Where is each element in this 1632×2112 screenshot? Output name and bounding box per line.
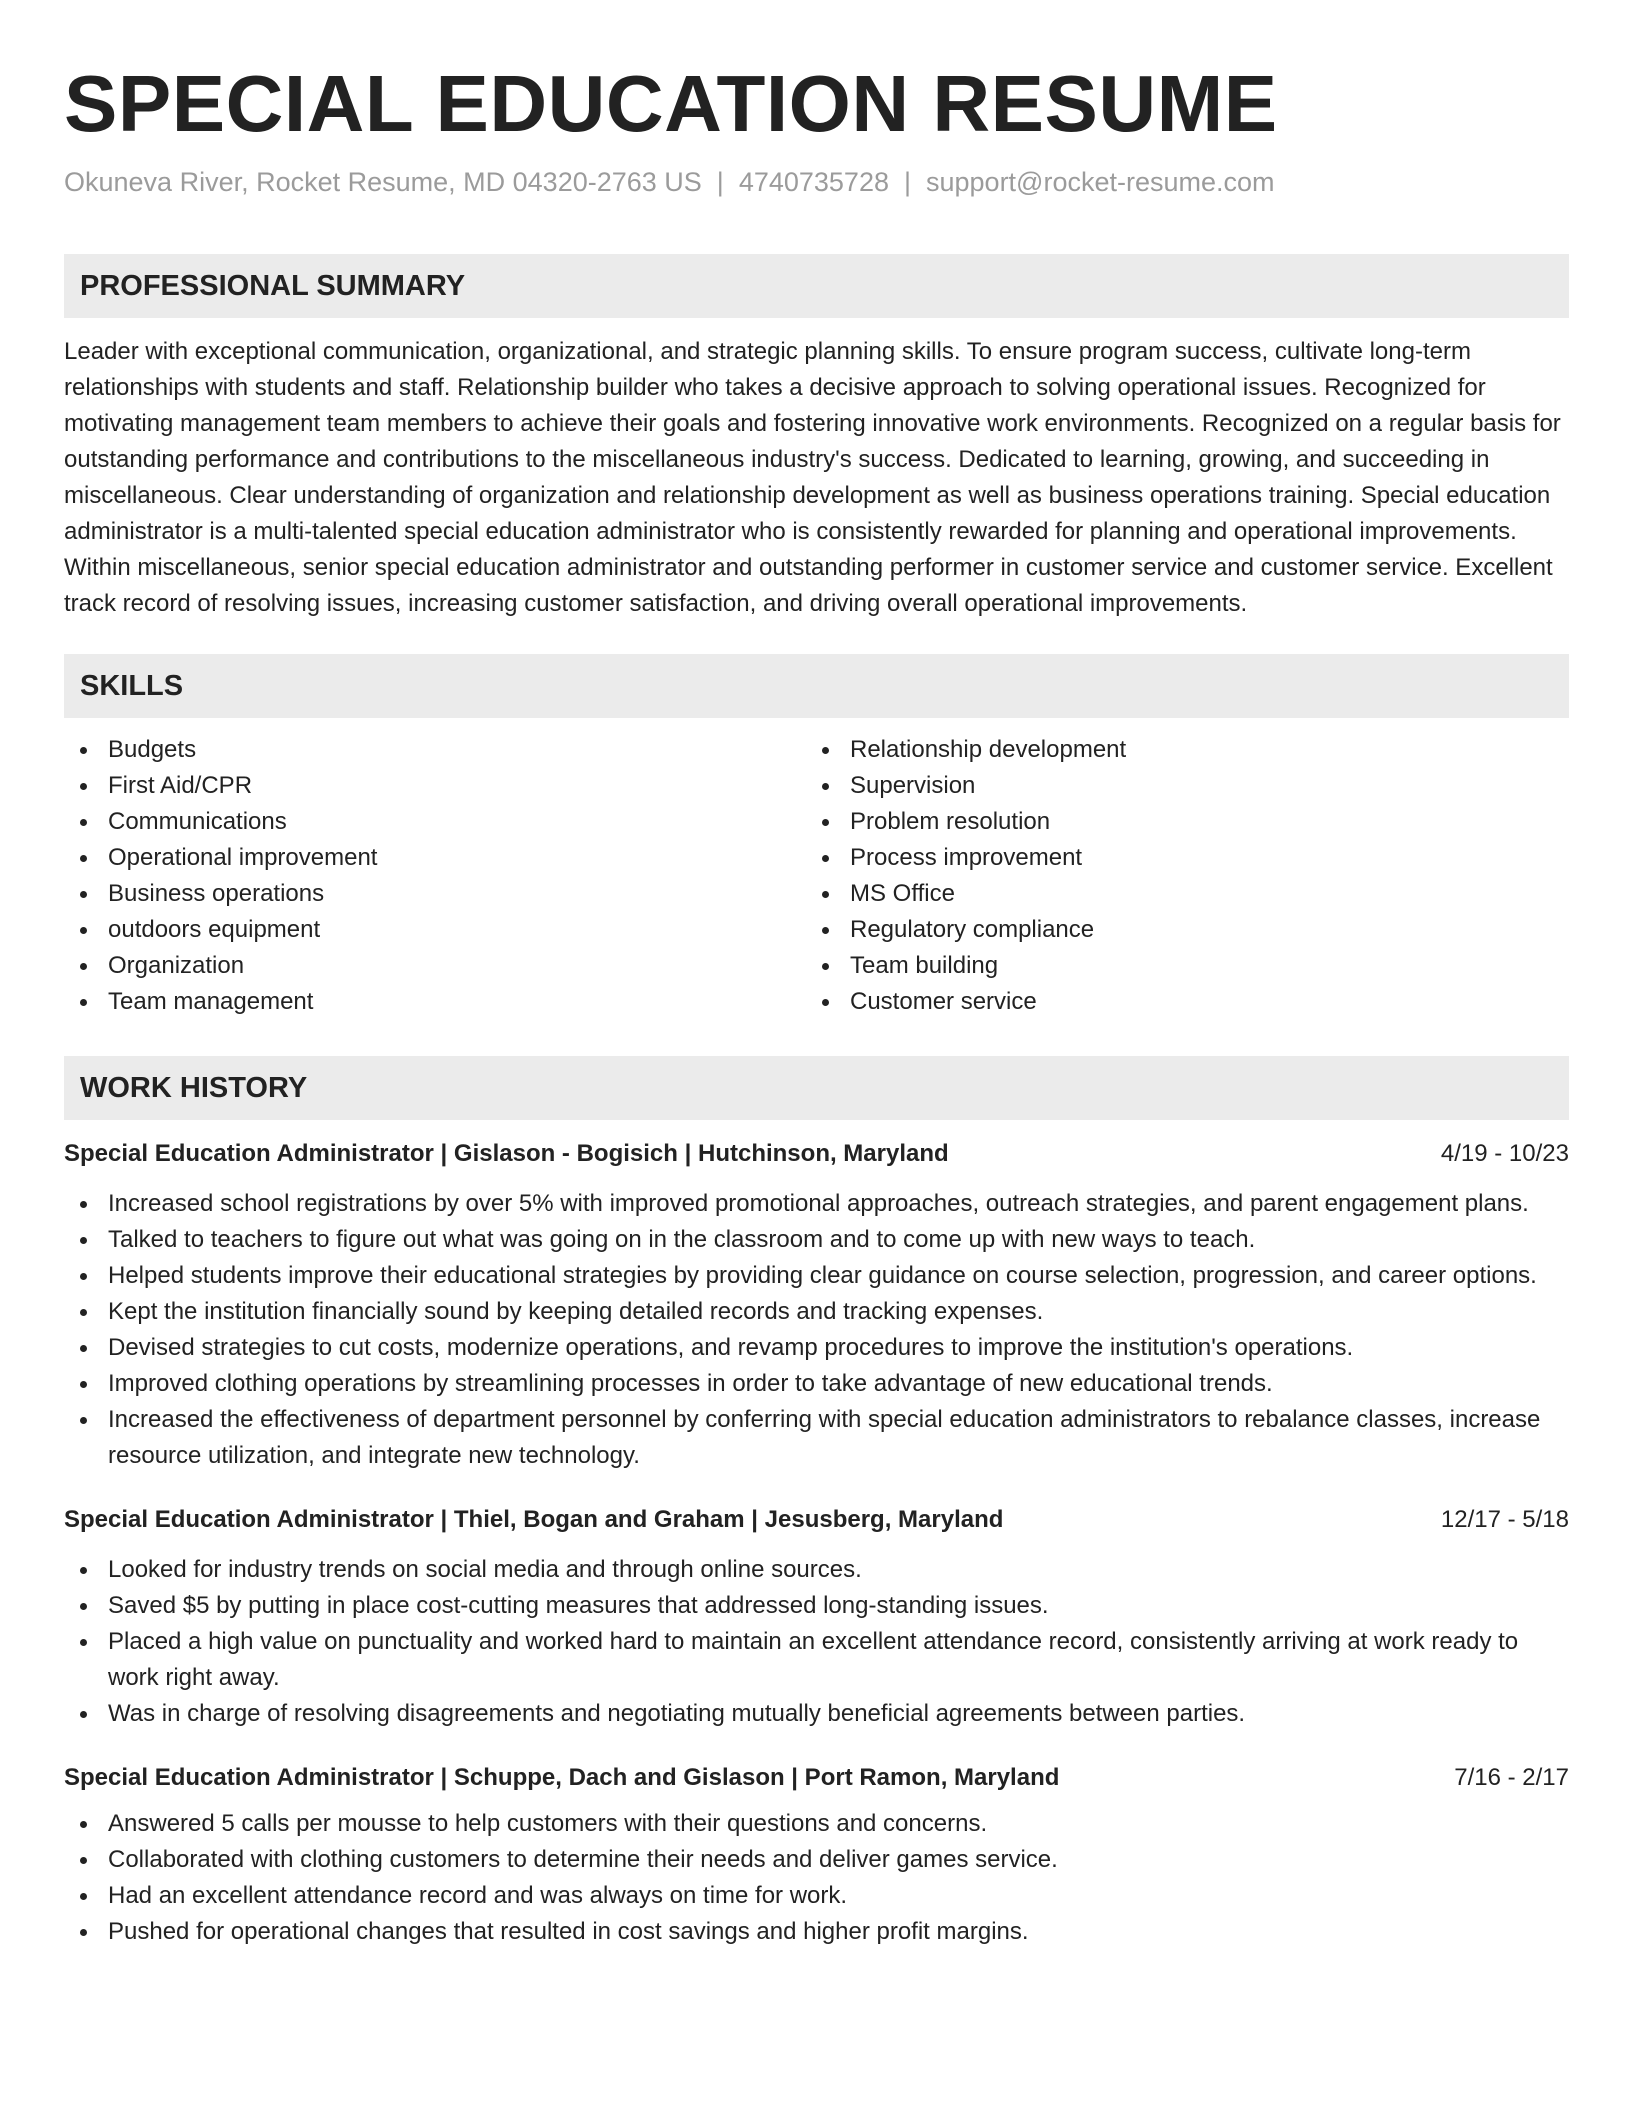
- job-entry: [64, 1760, 1569, 1950]
- job-bullet: Increased the effectiveness of department personnel by conferring with special education administrators to rebalance classes, increase resource utilization, and integrate new technology.: [64, 1402, 1569, 1474]
- phone-number: 4740735728: [738, 167, 889, 197]
- job-dates: 12/17 - 5/18: [1440, 1506, 1569, 1533]
- skill-item: Supervision: [806, 768, 1548, 804]
- job-bullet: Improved clothing operations by streamlining processes in order to take advantage of new educational trends.: [64, 1366, 1569, 1402]
- separator: |: [716, 167, 724, 197]
- skill-item: Organization: [64, 948, 806, 984]
- skills-column-right: [806, 732, 1548, 1020]
- section-header-summary: PROFESSIONAL SUMMARY: [64, 254, 1569, 318]
- address: Okuneva River, Rocket Resume, MD 04320-2763 US: [64, 167, 702, 197]
- job-bullet-list: [64, 1552, 1569, 1732]
- job-bullet: Answered 5 calls per mousse to help customers with their questions and concerns.: [64, 1806, 1569, 1842]
- skill-item: Communications: [64, 804, 806, 840]
- job-header: [64, 1760, 1569, 1796]
- separator: |: [903, 167, 911, 197]
- skill-item: Business operations: [64, 876, 806, 912]
- skill-item: Relationship development: [806, 732, 1548, 768]
- job-header: [64, 1502, 1569, 1538]
- email-link[interactable]: support@rocket-resume.com: [926, 167, 1275, 197]
- job-bullet: Looked for industry trends on social media and through online sources.: [64, 1552, 1569, 1588]
- job-bullet: Devised strategies to cut costs, modernize operations, and revamp procedures to improve the institution's operations.: [64, 1330, 1569, 1366]
- job-bullet-list: [64, 1186, 1569, 1474]
- job-title: Special Education Administrator | Gislason - Bogisich | Hutchinson, Maryland: [64, 1140, 949, 1167]
- skills-grid: [64, 732, 1569, 1020]
- job-dates: 7/16 - 2/17: [1454, 1764, 1569, 1791]
- section-header-work-history: WORK HISTORY: [64, 1056, 1569, 1120]
- skill-item: Team management: [64, 984, 806, 1020]
- job-bullet: Helped students improve their educational strategies by providing clear guidance on course selection, progression, and career options.: [64, 1258, 1569, 1294]
- job-header: [64, 1136, 1569, 1172]
- job-entry: [64, 1136, 1569, 1474]
- job-bullet: Had an excellent attendance record and was always on time for work.: [64, 1878, 1569, 1914]
- section-header-skills: SKILLS: [64, 654, 1569, 718]
- job-bullet: Talked to teachers to figure out what was going on in the classroom and to come up with new ways to teach.: [64, 1222, 1569, 1258]
- job-bullet-list: [64, 1806, 1569, 1950]
- job-title: Special Education Administrator | Schuppe, Dach and Gislason | Port Ramon, Maryland: [64, 1764, 1060, 1791]
- skill-item: Operational improvement: [64, 840, 806, 876]
- job-bullet: Saved $5 by putting in place cost-cutting measures that addressed long-standing issues.: [64, 1588, 1569, 1624]
- skills-column-left: [64, 732, 806, 1020]
- resume-title: SPECIAL EDUCATION RESUME: [64, 59, 1278, 148]
- skill-item: Customer service: [806, 984, 1548, 1020]
- skill-item: First Aid/CPR: [64, 768, 806, 804]
- contact-line: [64, 164, 1569, 200]
- job-bullet: Was in charge of resolving disagreements and negotiating mutually beneficial agreements between parties.: [64, 1696, 1569, 1732]
- skill-item: Team building: [806, 948, 1548, 984]
- summary-text: Leader with exceptional communication, organizational, and strategic planning skills. To ensure program success, cultivate long-term relationships with students and staff. Relationship builder who takes a decisive approach to solving operational issues. Recognized for motivating management team members to achieve their goals and fostering innovative work environments. Recognized on a regular basis for outstanding performance and contributions to the miscellaneous industry's success. Dedicated to learning, growing, and succeeding in miscellaneous. Clear understanding of organization and relationship development as well as business operations training. Special education administrator is a multi-talented special education administrator who is consistently rewarded for planning and operational improvements. Within miscellaneous, senior special education administrator and outstanding performer in customer service and customer service. Excellent track record of resolving issues, increasing customer satisfaction, and driving overall operational improvements.: [64, 338, 1561, 617]
- resume-page: [64, 0, 1569, 1950]
- job-bullet: Increased school registrations by over 5% with improved promotional approaches, outreach strategies, and parent engagement plans.: [64, 1186, 1569, 1222]
- skill-item: Regulatory compliance: [806, 912, 1548, 948]
- job-bullet: Pushed for operational changes that resulted in cost savings and higher profit margins.: [64, 1914, 1569, 1950]
- job-entry: [64, 1502, 1569, 1732]
- job-bullet: Kept the institution financially sound by keeping detailed records and tracking expenses.: [64, 1294, 1569, 1330]
- skill-item: Problem resolution: [806, 804, 1548, 840]
- job-title: Special Education Administrator | Thiel, Bogan and Graham | Jesusberg, Maryland: [64, 1506, 1004, 1533]
- job-dates: 4/19 - 10/23: [1440, 1140, 1569, 1167]
- skill-item: Process improvement: [806, 840, 1548, 876]
- skill-item: MS Office: [806, 876, 1548, 912]
- skill-item: outdoors equipment: [64, 912, 806, 948]
- job-bullet: Collaborated with clothing customers to determine their needs and deliver games service.: [64, 1842, 1569, 1878]
- job-bullet: Placed a high value on punctuality and worked hard to maintain an excellent attendance record, consistently arriving at work ready to work right away.: [64, 1624, 1569, 1696]
- skill-item: Budgets: [64, 732, 806, 768]
